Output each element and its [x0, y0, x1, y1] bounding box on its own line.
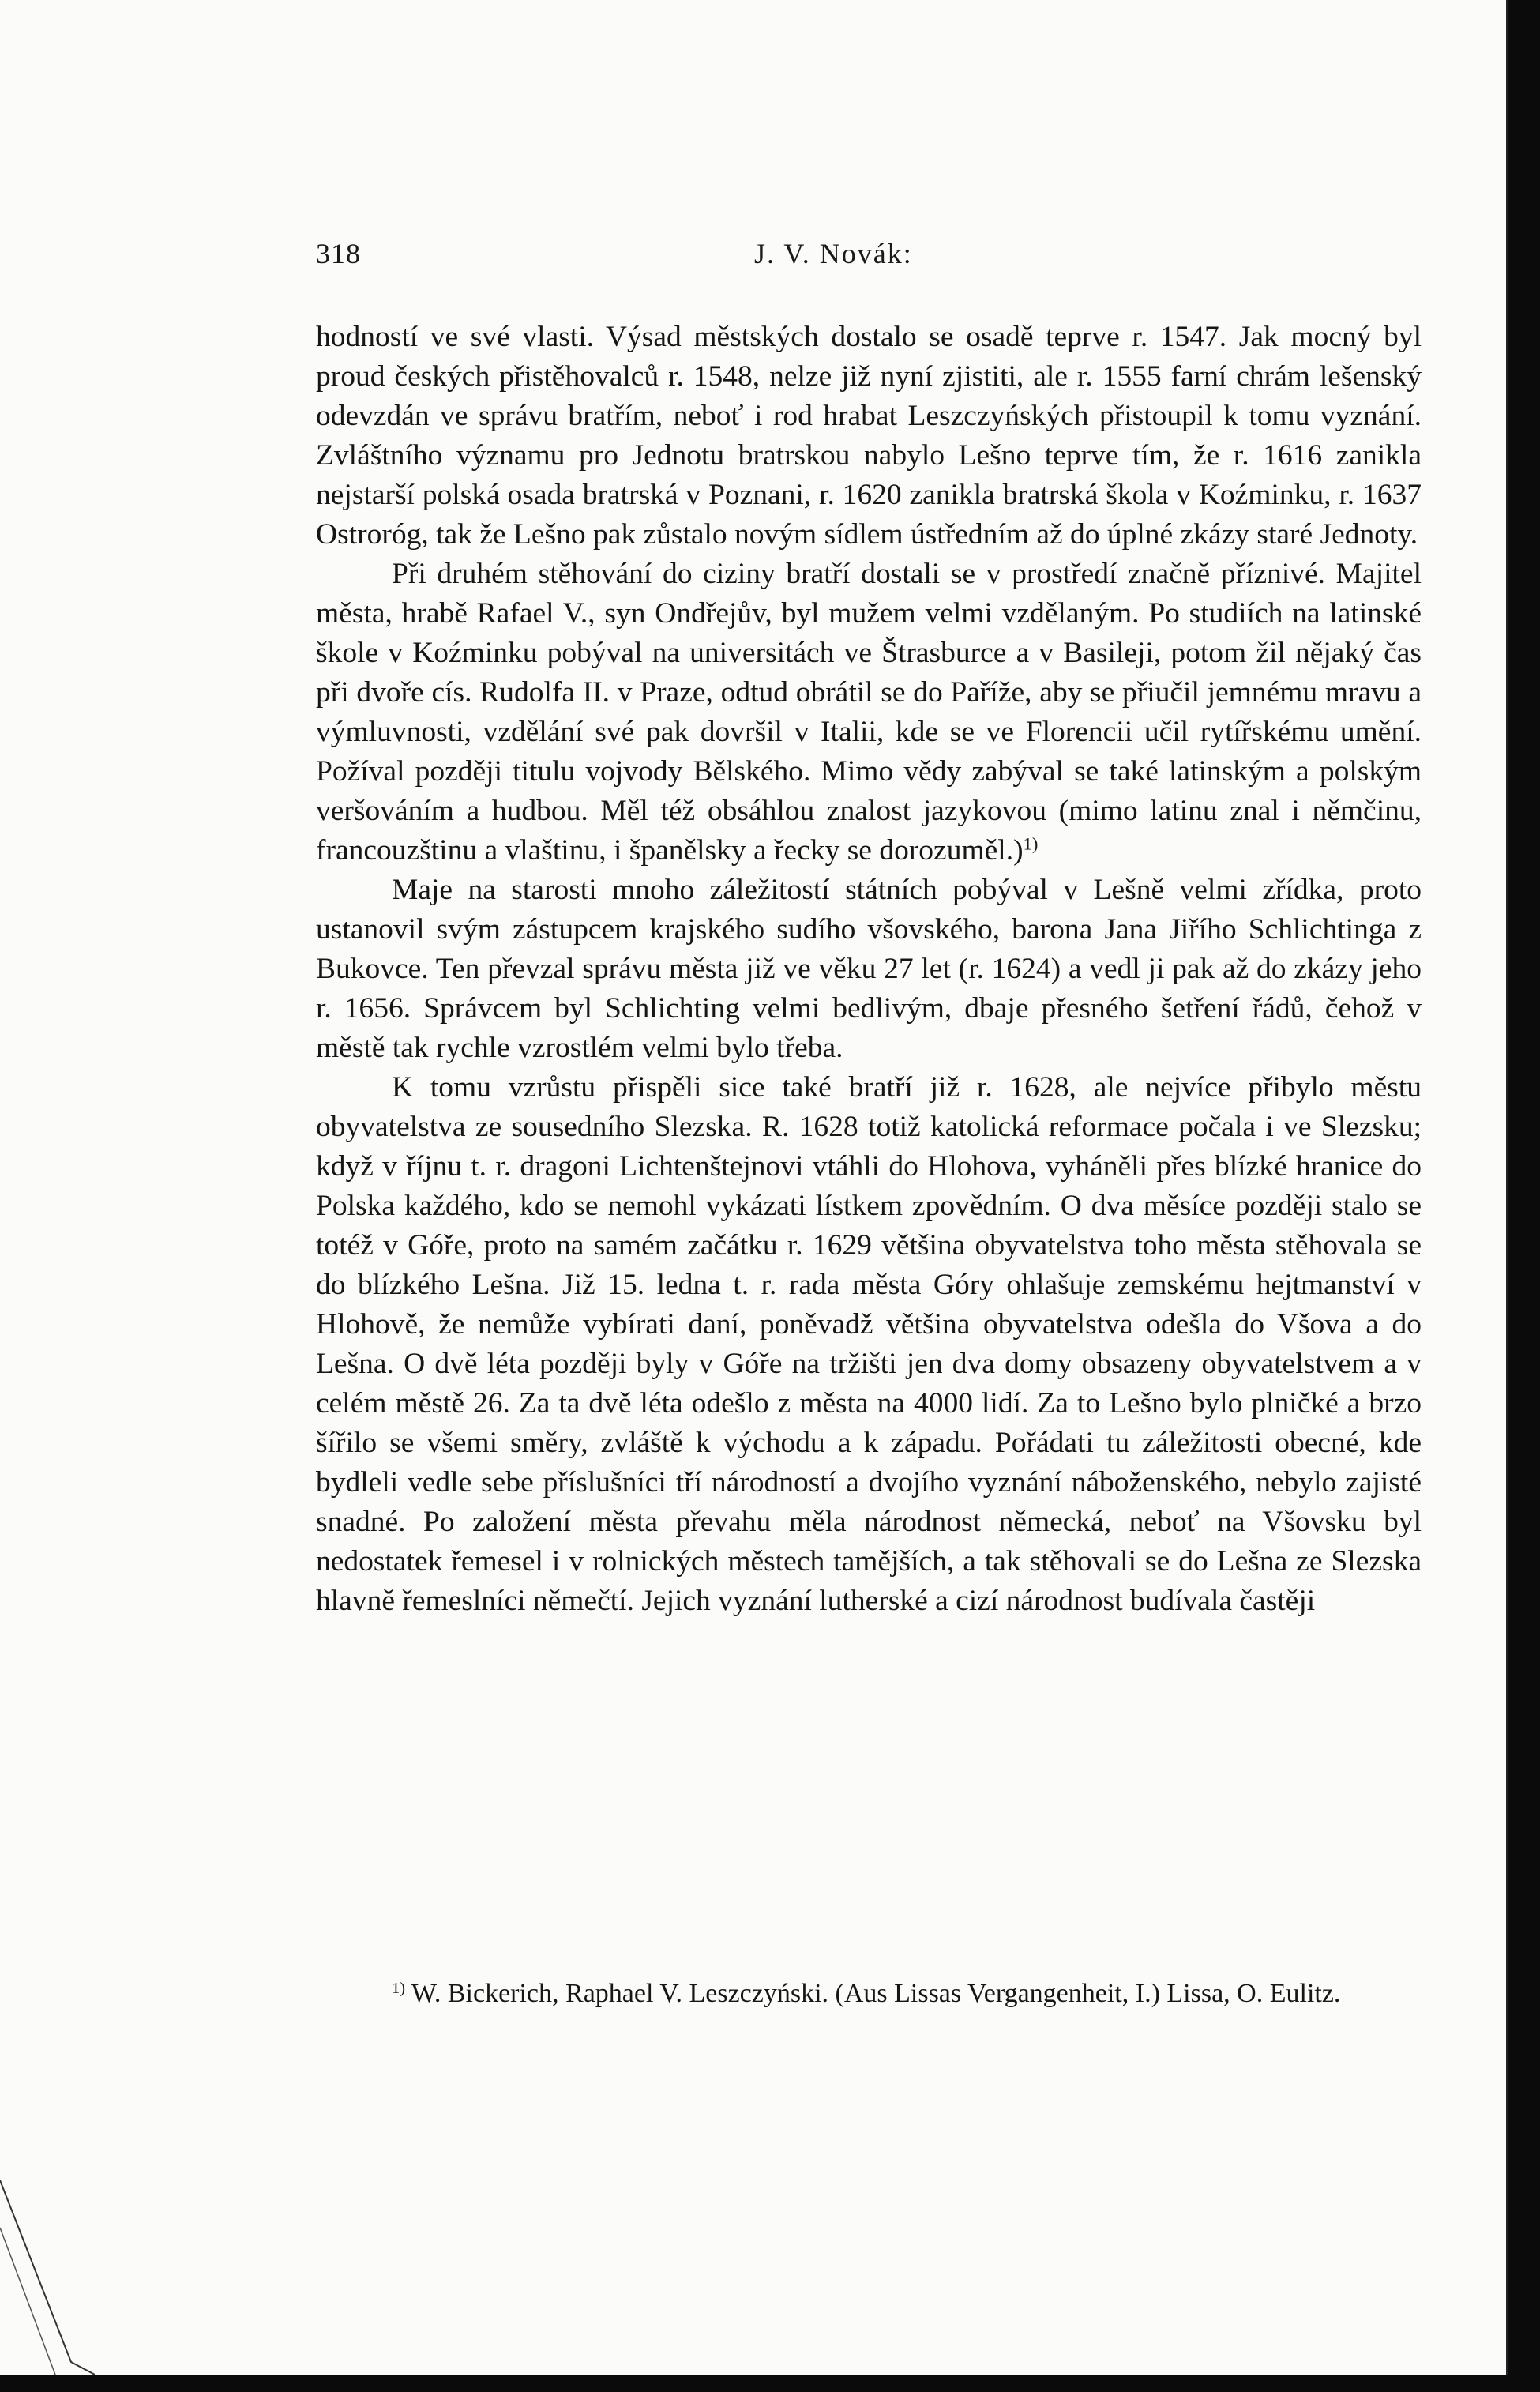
paragraph-4: K tomu vzrůstu přispěli sice také bratří již r. 1628, ale nejvíce přibylo městu obyvatelstva ze sousedního Slezska. R. 1628 totiž katolická reformace počala i ve Slezsku; když v říjnu t. r. dragoni Lichtenštejnovi vtáhli do Hlohova, vyháněli přes blízké hranice do Polska každého, kdo se nemohl vykázati lístkem zpovědním. O dva měsíce později stalo se totéž v Góře, proto na samém začátku r. 1629 většina obyvatelstva toho města stěhovala se do blízkého Lešna. Již 15. ledna t. r. rada města Góry ohlašuje zemskému hejtmanství v Hlohově, že nemůže vybírati daní, poněvadž většina obyvatelstva odešla do Všova a do Lešna. O dvě léta později byly v Góře na tržišti jen dva domy obsazeny obyvatelstvem a v celém městě 26. Za ta dvě léta odešlo z města na 4000 lidí. Za to Lešno bylo plničké a brzo šířilo se všemi směry, zvláště k východu a k západu. Pořádati tu záležitosti obecné, kde bydleli vedle sebe příslušníci tří národností a dvojího vyznání náboženského, nebylo zajisté snadné. Po založení města převahu měla národnost německá, neboť na Všovsku byl nedostatek řemesel i v rolnických městech tamějších, a tak stěhovali se do Lešna ze Slezska hlavně řemeslníci němečtí. Jejich vyznání lutherské a cizí národnost budívala častěji [316, 1071, 1422, 1617]
footnote [316, 1976, 1422, 2011]
page-corner-fold [0, 2180, 95, 2375]
footnote-text: W. Bickerich, Raphael V. Leszczyński. (Aus Lissas Vergangenheit, I.) Lissa, O. Eulitz. [405, 1979, 1341, 2008]
paragraph-2-text: Při druhém stěhování do ciziny bratří dostali se v prostředí značně příznivé. Majitel města, hrabě Rafael V., syn Ondřejův, byl mužem velmi vzdělaným. Po studiích na latinské škole v Koźminku pobýval na universitách ve Štrasburce a v Basileji, potom žil nějaký čas při dvoře cís. Rudolfa II. v Praze, odtud obrátil se do Paříže, aby se přiučil jemnému mravu a výmluvnosti, vzdělání své pak dovršil v Italii, kde se ve Florencii učil rytířskému umění. Požíval později titulu vojvody Bělského. Mimo vědy zabýval se také latinským a polským veršováním a hudbou. Měl též obsáhlou znalost jazykovou (mimo latinu znal i němčinu, francouzštinu a vlaštinu, i španělsky a řecky se dorozuměl.) [316, 558, 1422, 867]
running-head: J. V. Novák: [754, 238, 913, 269]
paragraph-3: Maje na starosti mnoho záležitostí státních pobýval v Lešně velmi zřídka, proto ustanovil svým zástupcem krajského sudího všovského, barona Jana Jiřího Schlichtinga z Bukovce. Ten převzal správu města již ve věku 27 let (r. 1624) a vedl ji pak až do zkázy jeho r. 1656. Správcem byl Schlichting velmi bedlivým, dbaje přesného šetření řádů, čehož v městě tak rychle vzrostlém velmi bylo třeba. [316, 874, 1422, 1064]
paragraph-1: hodností ve své vlasti. Výsad městských dostalo se osadě teprve r. 1547. Jak mocný byl proud českých přistěhovalců r. 1548, nelze již nyní zjistiti, ale r. 1555 farní chrám lešenský odevzdán ve správu bratřím, neboť i rod hrabat Leszczyńských přistoupil k tomu vyznání. Zvláštního významu pro Jednotu bratrskou nabylo Lešno teprve tím, že r. 1616 zanikla nejstarší polská osada bratrská v Poznani, r. 1620 zanikla bratrská škola v Koźminku, r. 1637 Ostroróg, tak že Lešno pak zůstalo novým sídlem ústředním až do úplné zkázy staré Jednoty. [316, 321, 1422, 551]
footnote-marker: 1) [392, 1979, 405, 1997]
page-number: 318 [316, 238, 361, 269]
footnote-reference: 1) [1023, 833, 1039, 854]
paragraph-2 [316, 555, 1422, 871]
body-text [316, 318, 1422, 1621]
page-header [316, 237, 1422, 284]
